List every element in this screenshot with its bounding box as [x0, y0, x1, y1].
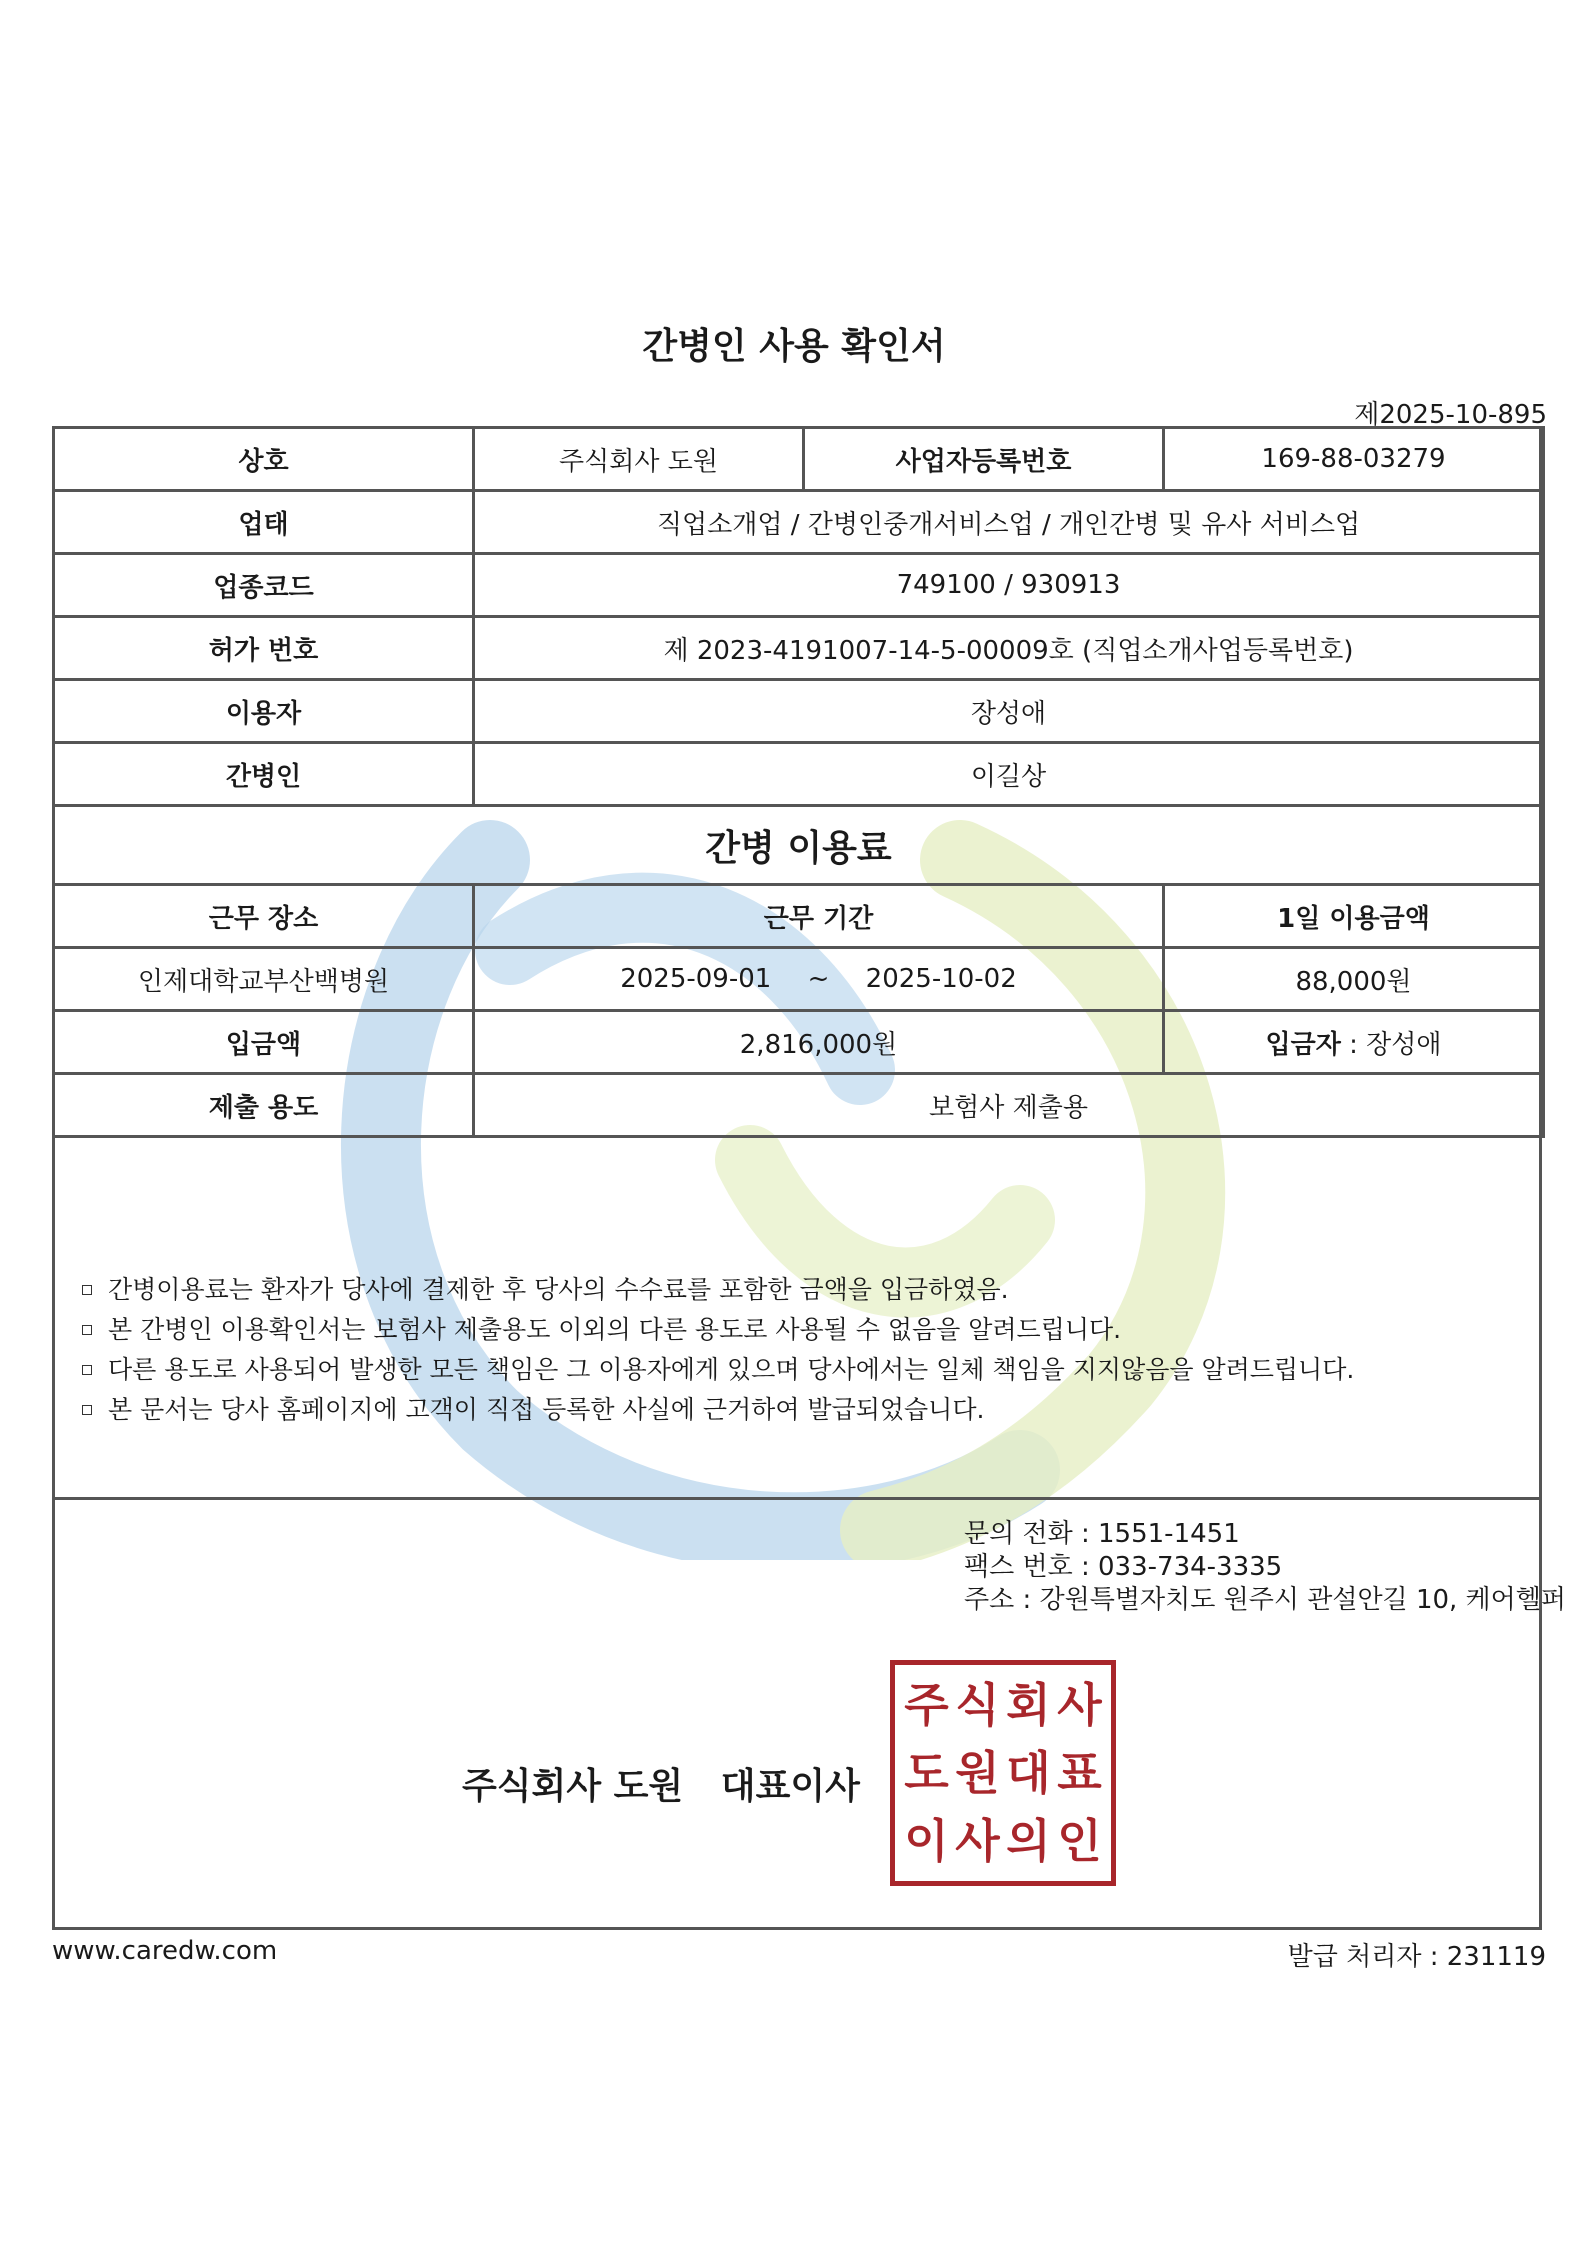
- fee-section-row: [54, 806, 1544, 885]
- seal-char: 이: [904, 1814, 949, 1868]
- user-value: 장성애: [474, 680, 1544, 743]
- permit-row: [54, 617, 1544, 680]
- purpose-row: [54, 1074, 1544, 1137]
- fee-header-row: [54, 885, 1544, 948]
- period-separator: ~: [807, 964, 830, 994]
- document-title: 간병인 사용 확인서: [642, 326, 946, 367]
- seal-char: 사: [955, 1814, 1000, 1868]
- period-value: [474, 948, 1164, 1011]
- contact-info: [964, 1518, 1566, 1617]
- seal-char: 의: [1006, 1814, 1051, 1868]
- purpose-label: 제출 용도: [54, 1074, 474, 1137]
- note-item: [78, 1390, 1354, 1430]
- depositor-value: 장성애: [1366, 1029, 1442, 1060]
- purpose-value: 보험사 제출용: [474, 1074, 1544, 1137]
- caregiver-value: 이길상: [474, 743, 1544, 806]
- seal-char: 대: [1006, 1746, 1051, 1800]
- issuer-info: 발급 처리자 : 231119: [1287, 1942, 1546, 1972]
- company-row: [54, 428, 1544, 491]
- permit-label: 허가 번호: [54, 617, 474, 680]
- contact-address: 주소 : 강원특별자치도 원주시 관설안길 10, 케어헬퍼: [964, 1585, 1567, 1615]
- note-text: 다른 용도로 사용되어 발생한 모든 책임은 그 이용자에게 있으며 당사에서는 일체 책임을 지지않음을 알려드립니다.: [108, 1355, 1355, 1384]
- note-text: 본 간병인 이용확인서는 보험사 제출용도 이외의 다른 용도로 사용될 수 없음을 알려드립니다.: [108, 1315, 1122, 1344]
- seal-char: 원: [955, 1746, 1000, 1800]
- period-label: 근무 기간: [474, 885, 1164, 948]
- note-item: [78, 1310, 1354, 1350]
- square-bullet-icon: [82, 1405, 92, 1415]
- fee-section-title: 간병 이용료: [54, 806, 1544, 885]
- signatory-name: 주식회사 도원 대표이사: [462, 1766, 860, 1807]
- caregiver-row: [54, 743, 1544, 806]
- industry-code-row: [54, 554, 1544, 617]
- section-divider: [52, 1497, 1542, 1500]
- company-value: 주식회사 도원: [474, 428, 804, 491]
- business-type-value: 직업소개업 / 간병인중개서비스업 / 개인간병 및 유사 서비스업: [474, 491, 1544, 554]
- period-start: 2025-09-01: [620, 964, 772, 994]
- depositor-label: 입금자: [1265, 1029, 1341, 1060]
- seal-char: 주: [904, 1678, 949, 1732]
- square-bullet-icon: [82, 1325, 92, 1335]
- user-label: 이용자: [54, 680, 474, 743]
- square-bullet-icon: [82, 1365, 92, 1375]
- contact-fax: 팩스 번호 : 033-734-3335: [964, 1552, 1283, 1582]
- seal-char: 표: [1057, 1746, 1102, 1800]
- workplace-value: 인제대학교부산백병원: [54, 948, 474, 1011]
- note-item: [78, 1270, 1354, 1310]
- square-bullet-icon: [82, 1285, 92, 1295]
- business-type-label: 업태: [54, 491, 474, 554]
- company-label: 상호: [54, 428, 474, 491]
- seal-char: 회: [1006, 1678, 1051, 1732]
- workplace-label: 근무 장소: [54, 885, 474, 948]
- note-item: [78, 1350, 1354, 1390]
- seal-char: 식: [955, 1678, 1000, 1732]
- depositor-cell: [1164, 1011, 1544, 1074]
- note-text: 간병이용료는 환자가 당사에 결제한 후 당사의 수수료를 포함한 금액을 입금하였음.: [108, 1275, 1009, 1304]
- reg-number-label: 사업자등록번호: [804, 428, 1164, 491]
- fee-values-row: [54, 948, 1544, 1011]
- daily-fee-value: 88,000원: [1164, 948, 1544, 1011]
- deposit-row: [54, 1011, 1544, 1074]
- website-link[interactable]: www.caredw.com: [52, 1936, 278, 1966]
- seal-char: 사: [1057, 1678, 1102, 1732]
- industry-code-label: 업종코드: [54, 554, 474, 617]
- seal-char: 도: [904, 1746, 949, 1800]
- business-type-row: [54, 491, 1544, 554]
- company-seal-stamp: [890, 1660, 1116, 1886]
- permit-value: 제 2023-4191007-14-5-00009호 (직업소개사업등록번호): [474, 617, 1544, 680]
- caregiver-label: 간병인: [54, 743, 474, 806]
- reg-number-value: 169-88-03279: [1164, 428, 1544, 491]
- daily-fee-label: 1일 이용금액: [1164, 885, 1544, 948]
- document-number: 제2025-10-895: [1354, 400, 1547, 430]
- notes-list: [78, 1270, 1354, 1430]
- contact-phone: 문의 전화 : 1551-1451: [964, 1519, 1240, 1549]
- user-row: [54, 680, 1544, 743]
- info-table: [52, 426, 1545, 1138]
- industry-code-value: 749100 / 930913: [474, 554, 1544, 617]
- deposit-value: 2,816,000원: [474, 1011, 1164, 1074]
- deposit-label: 입금액: [54, 1011, 474, 1074]
- note-text: 본 문서는 당사 홈페이지에 고객이 직접 등록한 사실에 근거하여 발급되었습니다.: [108, 1395, 985, 1424]
- depositor-separator: :: [1340, 1029, 1367, 1060]
- period-end: 2025-10-02: [865, 964, 1017, 994]
- seal-char: 인: [1057, 1814, 1102, 1868]
